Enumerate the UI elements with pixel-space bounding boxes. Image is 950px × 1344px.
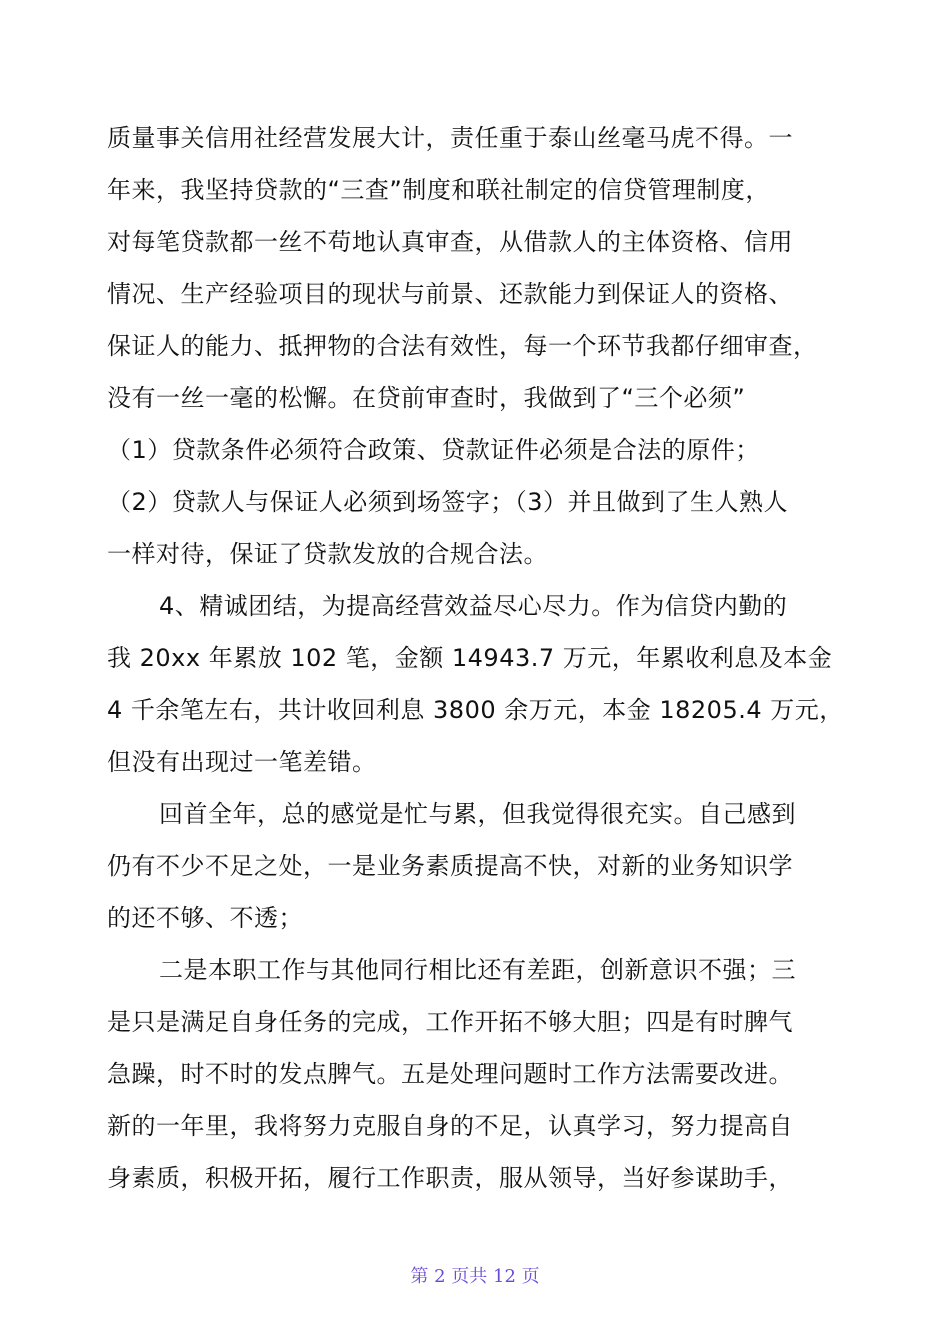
text-line: 质量事关信用社经营发展大计，责任重于泰山丝毫马虎不得。一 [107,124,793,152]
paragraph-start-line: 回首全年，总的感觉是忙与累，但我觉得很充实。自己感到 [159,800,796,828]
text-line: 情况、生产经验项目的现状与前景、还款能力到保证人的资格、 [107,280,793,308]
text-line: 一样对待，保证了贷款发放的合规合法。 [107,540,548,568]
text-line: （2）贷款人与保证人必须到场签字；（3）并且做到了生人熟人 [107,488,789,516]
text-line: （1）贷款条件必须符合政策、贷款证件必须是合法的原件； [107,436,760,464]
text-line: 身素质，积极开拓，履行工作职责，服从领导，当好参谋助手， [107,1164,793,1192]
text-line: 新的一年里，我将努力克服自身的不足，认真学习，努力提高自 [107,1112,793,1140]
document-body [107,112,847,1204]
text-line: 的还不够、不透； [107,904,303,932]
text-line: 我 20xx 年累放 102 笔，金额 14943.7 万元，年累收利息及本金 [107,644,833,672]
text-line: 对每笔贷款都一丝不苟地认真审查，从借款人的主体资格、信用 [107,228,793,256]
paragraph-start-line: 二是本职工作与其他同行相比还有差距，创新意识不强；三 [159,956,796,984]
text-line: 保证人的能力、抵押物的合法有效性，每一个环节我都仔细审查， [107,332,818,360]
text-line: 没有一丝一毫的松懈。在贷前审查时，我做到了“三个必须” [107,384,746,412]
text-line: 但没有出现过一笔差错。 [107,748,377,776]
text-line: 仍有不少不足之处，一是业务素质提高不快，对新的业务知识学 [107,852,793,880]
page-number-footer: 第 2 页共 12 页 [410,1266,540,1287]
paragraph-start-line: 4、精诚团结，为提高经营效益尽心尽力。作为信贷内勤的 [159,592,788,620]
text-line: 4 千余笔左右，共计收回利息 3800 余万元，本金 18205.4 万元， [107,696,844,724]
text-line: 是只是满足自身任务的完成，工作开拓不够大胆；四是有时脾气 [107,1008,793,1036]
text-line: 年来，我坚持贷款的“三查”制度和联社制定的信贷管理制度， [107,176,770,204]
text-line: 急躁，时不时的发点脾气。五是处理问题时工作方法需要改进。 [107,1060,793,1088]
